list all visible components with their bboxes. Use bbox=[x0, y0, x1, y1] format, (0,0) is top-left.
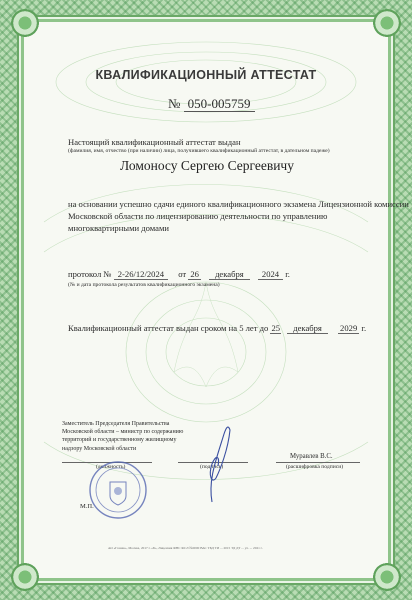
printer-line: АО «Гознак», Москва, 2017 г. «Б», Лицензия ФНС ФСЛ №0000 ВАС ТБД ТИ ... 2015 ТД ДТ ... ул. ... 2021 г. bbox=[108, 546, 263, 550]
official-line-3: территорий и государственному жилищному bbox=[62, 437, 177, 444]
corner-ornament-bottom-left bbox=[10, 562, 40, 592]
protocol-month: декабря bbox=[209, 269, 250, 280]
corner-ornament-top-right bbox=[372, 8, 402, 38]
protocol-from-label: от bbox=[178, 269, 187, 279]
protocol-day: 26 bbox=[190, 269, 199, 279]
certificate-title: КВАЛИФИКАЦИОННЫЙ АТТЕСТАТ bbox=[95, 68, 317, 82]
validity-text: Квалификационный аттестат выдан сроком на 5 лет до bbox=[68, 323, 269, 333]
signature-caption: (подпись) bbox=[200, 464, 224, 470]
protocol-caption: (№ и дата протокола результатов квалификационного экзамена) bbox=[68, 282, 220, 288]
protocol-year-suffix: г. bbox=[285, 269, 290, 279]
handwritten-signature bbox=[190, 420, 238, 506]
valid-year-suffix: г. bbox=[361, 323, 367, 333]
basis-line-1: на основании успешно сдачи единого квалификационного экзамена Лицензионной комиссии bbox=[68, 199, 409, 209]
valid-year: 2029 bbox=[340, 323, 358, 333]
protocol-year: 2024 bbox=[258, 269, 283, 280]
issued-to-caption: (фамилия, имя, отчество (при наличии) лица, получившего квалификационный аттестат, в дательном падеже) bbox=[68, 148, 330, 154]
official-line-1: Заместитель Председателя Правительства bbox=[62, 421, 170, 427]
seal-label: М.П. bbox=[80, 503, 94, 510]
certificate-number bbox=[168, 96, 255, 112]
official-seal bbox=[88, 460, 148, 525]
protocol-label: протокол № bbox=[68, 269, 112, 279]
decoding-caption: (расшифровка подписи) bbox=[286, 464, 344, 470]
seal-icon bbox=[88, 460, 148, 520]
number-prefix: № bbox=[168, 96, 181, 111]
valid-month: декабря bbox=[287, 323, 328, 334]
protocol-line bbox=[68, 268, 290, 280]
corner-ornament-bottom-right bbox=[372, 562, 402, 592]
valid-day: 25 bbox=[271, 323, 281, 333]
basis-line-2: Московской области по лицензированию деятельности по управлению bbox=[68, 211, 328, 221]
number-value: 050-005759 bbox=[184, 96, 255, 112]
decoding-line bbox=[276, 462, 360, 463]
issued-to-line: Настоящий квалификационный аттестат выдан bbox=[68, 137, 241, 147]
holder-name: Ломоносу Сергею Сергеевичу bbox=[120, 158, 294, 173]
validity-line bbox=[68, 322, 366, 334]
basis-line-3: многоквартирными домами bbox=[68, 223, 170, 233]
official-line-2: Московской области – министр по содержанию bbox=[62, 429, 184, 436]
protocol-number: 2-26/12/2024 bbox=[114, 269, 168, 280]
official-position bbox=[62, 420, 183, 453]
official-line-4: надзору Московской области bbox=[62, 445, 137, 452]
signer-name: Муравлев В.С. bbox=[290, 453, 333, 460]
corner-ornament-top-left bbox=[10, 8, 40, 38]
position-caption: (должность) bbox=[96, 464, 126, 470]
